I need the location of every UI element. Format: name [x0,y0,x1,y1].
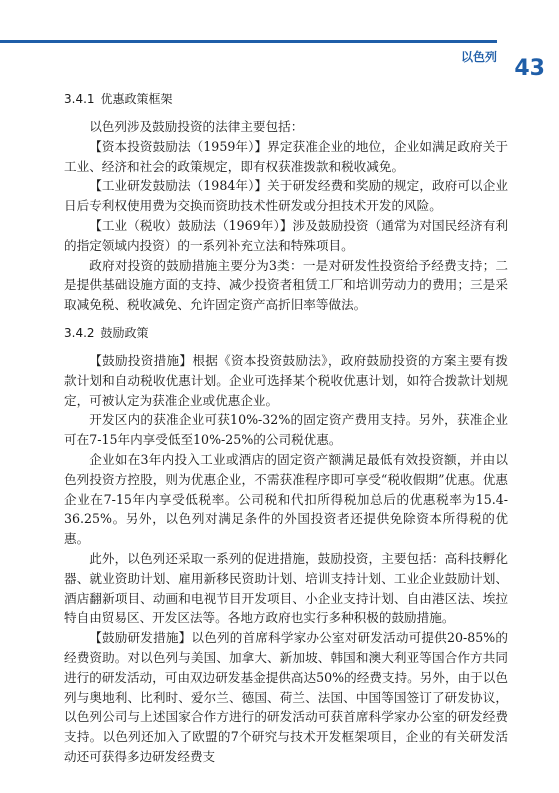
paragraph: 【工业（税收）鼓励法（1969年）】涉及鼓励投资（通常为对国民经济有利的指定领域内投资）的一系列补充立法和特殊项目。 [64,217,508,253]
section-number: 3.4.1 [64,92,95,106]
section-heading [64,90,508,108]
paragraph: 政府对投资的鼓励措施主要分为3类：一是对研发性投资给予经费支持；二是提供基础设施方面的支持、减少投资者租赁工厂和培训劳动力的费用；三是采取减免税、税收减免、允许固定资产高折旧率等做法。 [64,257,508,313]
section-title: 优惠政策框架 [100,92,173,106]
paragraph: 企业如在3年内投入工业或酒店的固定资产额满足最低有效投资额，并由以色列投资方控股，则为优惠企业，不需获准程序即可享受“税收假期”优惠。优惠企业在7-15年内享受低税率。公司税和代扣所得税加总后的优惠税率为15.4-36.25%。另外，以色列对满足条件的外国投资者还提供免除资本所得税的优惠。 [64,451,508,547]
section-heading [64,324,508,342]
running-header-section: 以色列 [460,50,497,64]
paragraph: 以色列涉及鼓励投资的法律主要包括： [89,119,304,134]
paragraph: 此外，以色列还采取一系列的促进措施，鼓励投资，主要包括：高科技孵化器、就业资助计划、雇用新移民资助计划、培训支持计划、工业企业鼓励计划、酒店翻新项目、动画和电视节目开发项目、小企业支持计划、自由港区法、埃拉特自由贸易区、开发区法等。各地方政府也实行多种积极的鼓励措施。 [64,550,508,626]
section-number: 3.4.2 [64,325,95,340]
page-body [64,90,508,767]
paragraph: 【工业研发鼓励法（1984年）】关于研发经费和奖励的规定，政府可以企业日后专利权使用费为交换而资助技术性研发或分担技术开发的风险。 [64,178,508,214]
section-title: 鼓励政策 [100,325,149,340]
paragraph: 【资本投资鼓励法（1959年）】界定获准企业的地位，企业如满足政府关于工业、经济和社会的政策规定，即有权获准拨款和税收减免。 [64,138,508,174]
page-number: 43 [514,56,545,81]
section-spacer [64,315,508,324]
paragraph: 【鼓励投资措施】根据《资本投资鼓励法》，政府鼓励投资的方案主要有拨款计划和自动税收优惠计划。企业可选择某个税收优惠计划，如符合拨款计划规定，可被认定为获准企业或优惠企业。 [64,352,508,408]
paragraph: 开发区内的获准企业可获10%-32%的固定资产费用支持。另外，获准企业可在7-15年内享受低至10%-25%的公司税优惠。 [64,412,508,448]
paragraph: 【鼓励研发措施】以色列的首席科学家办公室对研发活动可提供20-85%的经费资助。对以色列与美国、加拿大、新加坡、韩国和澳大利亚等国合作方共同进行的研发活动，可由双边研发基金提供高达50%的经费支持。另外，由于以色列与奥地利、比利时、爱尔兰、德国、荷兰、法国、中国等国签订了研发协议，以色列公司与上述国家合作方进行的研发活动可获首席科学家办公室的研发经费支持。以色列还加入了欧盟的7个研究与技术开发框架项目，企业的有关研发活动还可获得多边研发经费支 [64,630,508,764]
header-rule [0,40,497,43]
